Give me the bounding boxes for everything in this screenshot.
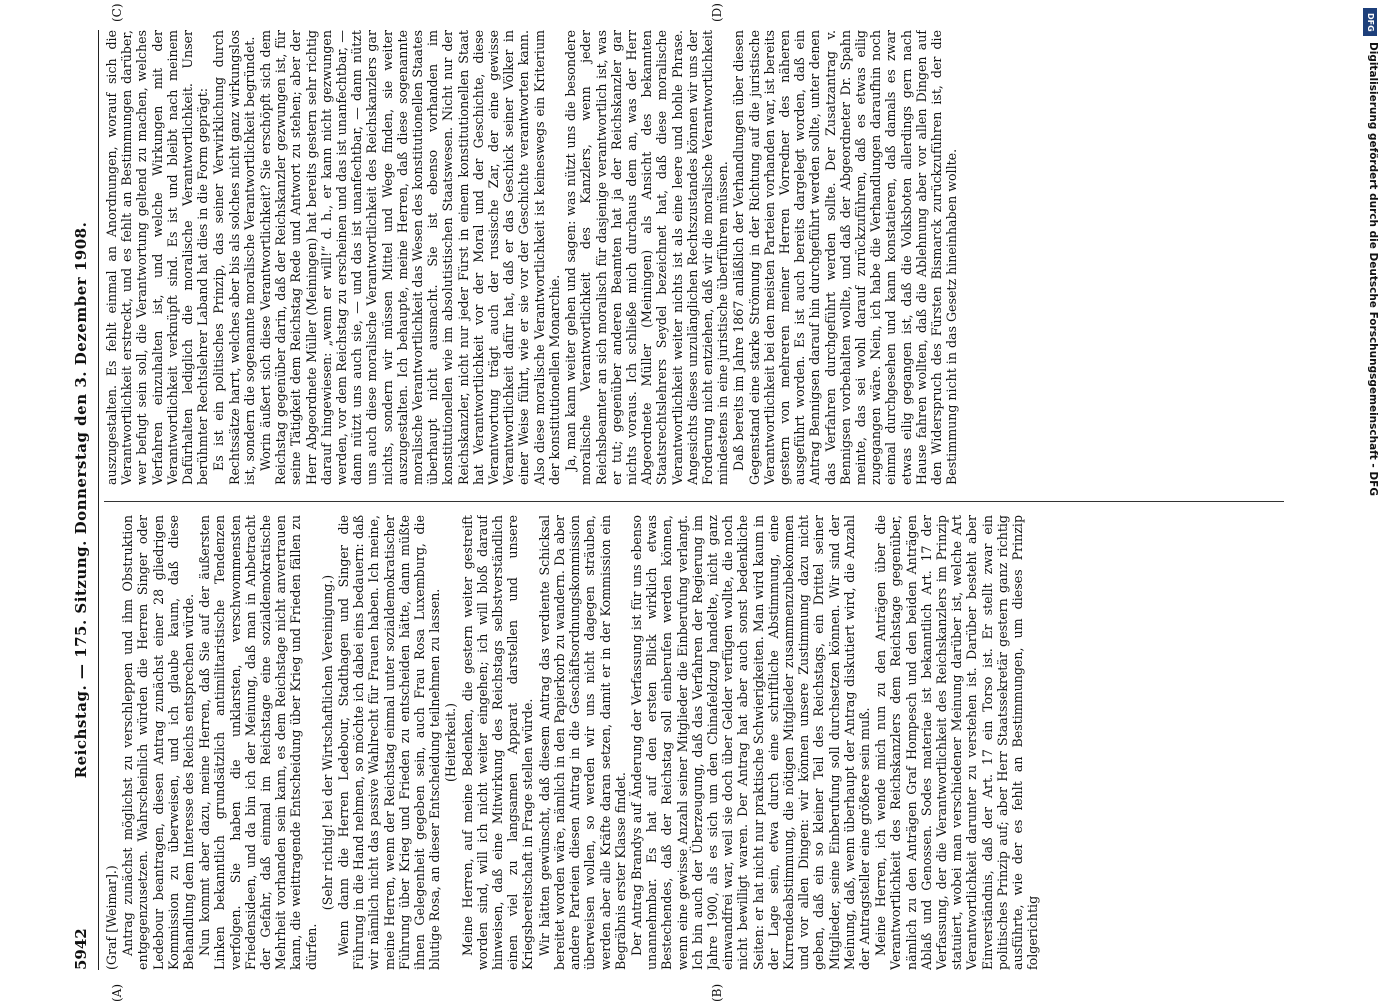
paragraph: Nun kommt aber dazu, meine Herren, daß Sie auf der äußersten Linken bekanntlich grundsätzlich antimilitaristische Tendenzen verfolgen. Sie haben die unklarsten, verschwommensten Friedensideen, und da bin ich der Meinung, daß man in Anbetracht der Gefahr, daß einmal im Reichstage eine sozialdemokratische Mehrheit vorhanden sein kann, es dem Reichstage nicht anvertrauen kann, die weittragende Entscheidung über Krieg und Frieden fällen zu dürfen. xyxy=(197,515,319,970)
left-column xyxy=(104,515,1284,970)
document-page xyxy=(70,3,1300,1002)
margin-marker-a: (A) xyxy=(110,983,124,1002)
paragraph: (Heiterkeit.) xyxy=(443,703,459,782)
running-title: Reichstag. — 175. Sitzung. Donnerstag den 3. Dezember 1908. xyxy=(72,221,90,779)
margin-marker-c: (C) xyxy=(110,3,124,22)
paragraph: auszugestalten. Es fehlt einmal an Anordnungen, worauf sich die Verantwortlichkeit erstreckt, und es fehlt an Bestimmungen darüber, wer befugt sein soll, die Verantwortung geltend zu machen, welches Verfahren einzuhalten ist, und welche Wirkungen mit der Verantwortlichkeit verknüpft sind. Es ist und bleibt nach meinem Dafürhalten lediglich die moralische Verantwortlichkeit. Unser berühmter Rechtslehrer Laband hat dies in die Form geprägt: xyxy=(104,30,211,485)
page-header xyxy=(70,30,96,970)
paragraph: Daß bereits im Jahre 1867 anläßlich der Verhandlungen über diesen Gegenstand eine starke Strömung in der Richtung auf die juristische Verantwortlichkeit bei den meisten Parteien vorhanden war, ist bereits gestern von mehreren meiner Herren Vorredner des näheren ausgeführt worden. Es ist auch bereits dargelegt worden, daß ein Antrag Bennigsen darauf hin durchgeführt werden sollte, unter denen das Verfahren durchgeführt werden sollte. Der Zusatzantrag v. Bennigsen vorbehalten wollte, und daß der Abgeordneter Dr. Spahn meinte, das sei wohl darauf zurückzuführen, daß es etwas eilig zugegangen wäre. Nein, ich habe die Verhandlungen daraufhin noch einmal durchgesehen und kann konstatieren, daß damals es zwar etwas eilig gegangen ist, daß die Volksboten allerdings gern nach Hause fahren wollten, daß die Ablehnung aber vor allen Dingen auf den Widerspruch des Fürsten Bismarck zurückzuführen ist, der die Bestimmung nicht in das Gesetz hineinhaben wollte. xyxy=(731,30,960,485)
paragraph: Meine Herren, ich wende mich nun zu den Anträgen über die Verantwortlichkeit des Reichskanzlers dem Reichstage gegenüber, nämlich zu den Anträgen Graf Hompesch und den beiden Anträgen Ablaß und Genossen. Sodes materiae ist bekanntlich Art. 17 der Verfassung, der die Verantwortlichkeit des Reichskanzlers im Prinzip statuiert, wobei man verschiedener Meinung darüber ist, welche Art Verantwortlichkeit darunter zu verstehen ist. Darüber besteht aber Einverständnis, daß der Art. 17 ein Torso ist. Er stellt zwar ein politisches Prinzip auf; aber Herr Staatssekretär gestern ganz richtig ausführte, wie der es fehlt an Bestimmungen, um dieses Prinzip folgerichtig xyxy=(873,515,1041,970)
dfg-logo: DFG xyxy=(1363,8,1377,36)
margin-marker-b: (B) xyxy=(710,983,724,1002)
column-divider xyxy=(104,501,1284,502)
paragraph: Wir hätten gewünscht, daß diesem Antrag das verdiente Schicksal bereitet worden wäre, nämlich in den Papierkorb zu wandern. Da aber andere Parteien diesen Antrag in die Geschäftsordnungskommission überweisen wollen, so werden wir uns nicht dagegen sträuben, werden aber alle Kräfte daran setzen, damit er in der Kommission ein Begräbnis erster Klasse findet. xyxy=(536,515,628,970)
page-number: 5942 xyxy=(72,928,90,970)
paragraph: Meine Herren, auf meine Bedenken, die gestern weiter gestreift worden sind, will ich nicht weiter eingehen; ich will bloß darauf hinweisen, daß eine Mitwirkung des Reichstags selbstverständlich einen viel zu langsamen Apparat darstellen und unsere Kriegsbereitschaft in Frage stellen würde. xyxy=(459,515,536,970)
paragraph: (Graf [Weimar].) xyxy=(104,865,119,970)
digitization-sidebar xyxy=(1363,8,1379,768)
paragraph: Antrag zunächst möglichst zu verschleppen und ihm Obstruktion entgegenzusetzen. Wahrscheinlich würden die Herren Singer oder Ledebour beantragen, diesen Antrag zunächst einer 28 gliedrigen Kommission zu überweisen, und ich glaube kaum, daß diese Behandlung dem Interesse des Reichs entsprechen würde. xyxy=(120,515,197,970)
paragraph: (Sehr richtig! bei der Wirtschaftlichen Vereinigung.) xyxy=(319,574,335,911)
margin-marker-d: (D) xyxy=(710,3,724,22)
header-rule xyxy=(98,30,99,970)
paragraph: Ja, man kann weiter gehen und sagen: was nützt uns die besondere moralische Verantwortlichkeit des Kanzlers, wenn jeder Reichsbeamter an sich moralisch für dasjenige verantwortlich ist, was er tut; gegenüber anderen Beamten hat ja der Reichskanzler gar nichts voraus. Ich schließe mich durchaus dem an, was der Herr Abgeordnete Müller (Meiningen) als Ansicht des bekannten Staatsrechtslehrers Seydel bezeichnet hat, daß diese moralische Verantwortlichkeit weiter nichts ist als eine leere und hohle Phrase. Angesichts dieses unzulänglichen Rechtszustandes können wir uns der Forderung nicht entziehen, daß wir die moralische Verantwortlichkeit mindestens in eine juristische überführen müssen. xyxy=(563,30,731,485)
paragraph: Wenn dann die Herren Ledebour, Stadthagen und Singer die Führung in die Hand nehmen, so möchte ich dabei eins bedauern: daß wir nämlich nicht das passive Wahlrecht für Frauen haben. Ich meine, meine Herren, wenn der Reichstag einmal unter sozialdemokratischer Führung über Krieg und Frieden zu entscheiden hätte, dann müßte ihnen Gelegenheit gegeben sein, auch Frau Rosa Luxemburg, die blutige Rosa, an dieser Entscheidung teilnehmen zu lassen. xyxy=(336,515,443,970)
paragraph: Worin äußert sich diese Verantwortlichkeit? Sie erschöpft sich dem Reichstag gegenüber darin, daß der Reichskanzler gezwungen ist, für seine Tätigkeit dem Reichstag Rede und Antwort zu stehen; aber der Herr Abgeordnete Müller (Meiningen) hat bereits gestern sehr richtig darauf hingewiesen: „wenn er will!“ d. h., er kann nicht gezwungen werden, vor dem Reichstag zu erscheinen und das ist unanfechtbar, — dann nützt uns auch sie, — und das ist unanfechtbar, — dann nützt uns auch diese moralische Verantwortlichkeit des Reichskanzlers gar nichts, sondern wir müssen Mittel und Wege finden, sie weiter auszugestalten. Ich behaupte, meine Herren, daß diese sogenannte moralische Verantwortlichkeit das Wesen des konstitutionellen Staates überhaupt nicht ausmacht. Sie ist ebenso vorhanden im konstitutionellen wie im absolutistischen Staatswesen. Nicht nur der Reichskanzler, nicht nur jeder Fürst in einem konstitutionellen Staat hat Verantwortlichkeit vor der Moral und der Geschichte, diese Verantwortung trägt auch der russische Zar, der eine gewisse Verantwortlichkeit dafür hat, daß er das Geschick seiner Völker in einer Weise führt, wie er sie vor der Geschichte verantworten kann. Also diese moralische Verantwortlichkeit ist keineswegs ein Kriterium der konstitutionellen Monarchie. xyxy=(258,30,562,485)
digitization-credit: Digitalisierung gefördert durch die Deutsche Forschungsgemeinschaft - DFG xyxy=(1367,42,1379,496)
right-column xyxy=(104,30,1284,485)
paragraph: Der Antrag Brandys auf Änderung der Verfassung ist für uns ebenso unannehmbar. Es hat auf den ersten Blick wirklich etwas Bestechendes, daß der Reichstag soll einberufen werden können, wenn eine gewisse Anzahl seiner Mitglieder die Einberufung verlangt. Ich bin auch der Überzeugung, daß das Verfahren der Regierung im Jahre 1900, als es sich um den Chinafeldzug handelte, nicht ganz einwandfrei war, weil sie doch über Gelder verfügen wollte, die noch nicht bewilligt waren. Der Antrag hat aber auch sonst bedenkliche Seiten: er hat nicht nur praktische Schwierigkeiten. Man wird kaum in der Lage sein, etwa durch eine schriftliche Abstimmung, eine Kurrendeabstimmung, die nötigen Mitglieder zusammenzubekommen und vor allen Dingen: wir können unsere Zustimmung dazu nicht geben, daß ein so kleiner Teil des Reichstags, ein Drittel seiner Mitglieder, seine Einberufung soll durchsetzen können. Wir sind der Meinung, daß, wenn überhaupt der Antrag diskutiert wird, die Anzahl der Antragsteller eine größere sein muß. xyxy=(628,515,872,970)
paragraph: Es ist ein politisches Prinzip, das seiner Verwirklichung durch Rechtssätze harrt, welches aber bis als solches nicht ganz wirkungslos ist, sondern die sogenannte moralische Verantwortlichkeit begründet. xyxy=(211,30,257,485)
